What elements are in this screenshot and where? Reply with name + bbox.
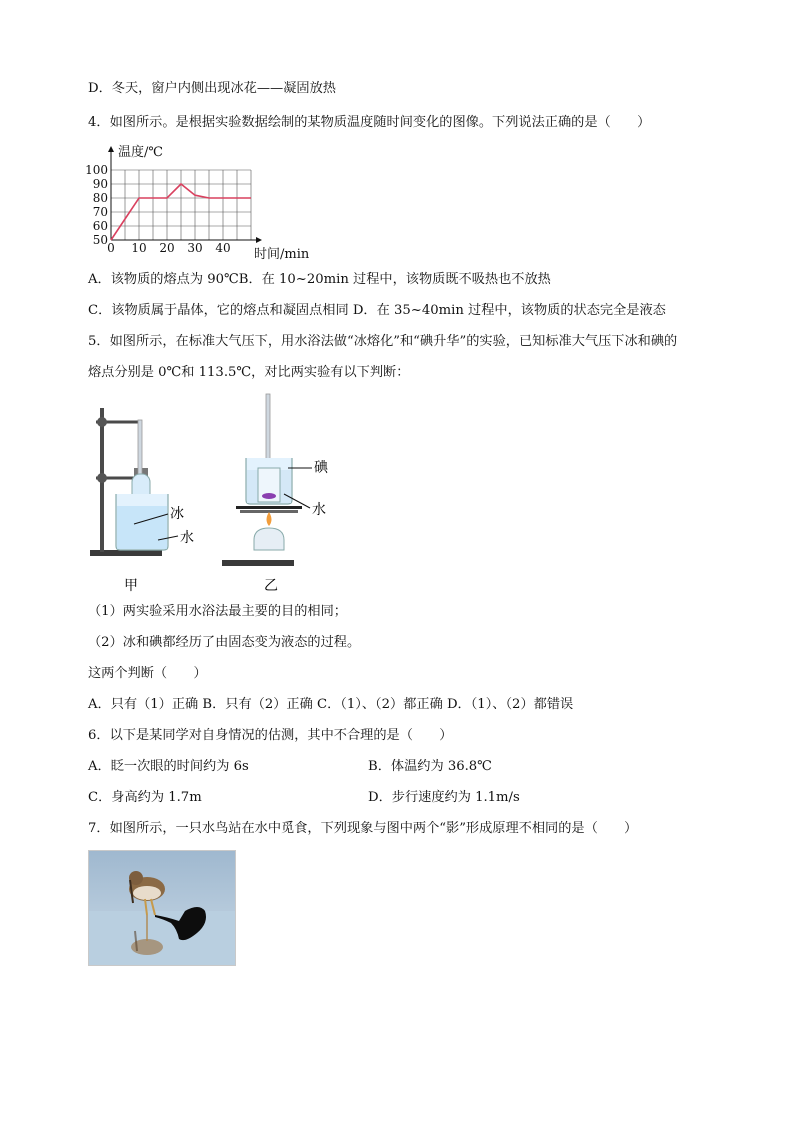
y-tick-label: 60 bbox=[92, 219, 108, 233]
left-water-label: 水 bbox=[180, 530, 194, 546]
temperature-chart bbox=[85, 140, 328, 264]
chart-grid bbox=[108, 146, 262, 243]
x-tick-label: 30 bbox=[187, 241, 203, 255]
x-tick-label: 20 bbox=[159, 241, 175, 255]
question-4: 4．如图所示。是根据实验数据绘制的某物质温度随时间变化的图像。下列说法正确的是（ ） bbox=[88, 115, 651, 130]
question-4-options-ab: A．该物质的熔点为 90℃B．在 10~20min 过程中，该物质既不吸热也不放热 bbox=[88, 272, 551, 287]
ice-melting-apparatus bbox=[90, 408, 194, 594]
x-tick-label: 10 bbox=[131, 241, 147, 255]
water-bath-apparatus-figure bbox=[88, 390, 348, 596]
question-6-option-b: B．体温约为 36.8℃ bbox=[368, 759, 492, 774]
x-tick-label: 0 bbox=[107, 241, 115, 255]
y-axis-label: 温度/℃ bbox=[118, 145, 163, 160]
y-tick-label: 70 bbox=[92, 205, 108, 219]
y-tick-label: 90 bbox=[92, 177, 108, 191]
right-caption: 乙 bbox=[264, 578, 278, 594]
question-6-option-a: A．眨一次眼的时间约为 6s bbox=[88, 759, 249, 774]
question-7: 7．如图所示，一只水鸟站在水中觅食，下列现象与图中两个“影”形成原理不相同的是（ ） bbox=[88, 821, 638, 836]
iodine-sublimation-apparatus bbox=[222, 394, 329, 594]
iodine-label: 碘 bbox=[314, 460, 328, 476]
left-caption: 甲 bbox=[124, 578, 138, 594]
water-bird-photo bbox=[88, 850, 236, 966]
x-axis-arrow bbox=[256, 237, 262, 243]
question-5-line-1: 5．如图所示，在标准大气压下，用水浴法做“冰熔化”和“碘升华”的实验，已知标准大气压下冰和碘的 bbox=[88, 334, 678, 349]
y-tick-label: 80 bbox=[92, 191, 108, 205]
right-water-label: 水 bbox=[312, 502, 326, 518]
x-tick-label: 40 bbox=[215, 241, 231, 255]
question-6-option-c: C．身高约为 1.7m bbox=[88, 790, 202, 805]
question-5-judgment-1: （1）两实验采用水浴法最主要的目的相同； bbox=[88, 604, 347, 619]
question-6-option-d: D．步行速度约为 1.1m/s bbox=[368, 790, 520, 805]
option-d-previous: D．冬天，窗户内侧出现冰花——凝固放热 bbox=[88, 81, 336, 96]
y-tick-label: 50 bbox=[92, 233, 108, 247]
y-tick-label: 100 bbox=[85, 163, 108, 177]
y-axis-arrow bbox=[108, 146, 114, 152]
question-4-options-cd: C．该物质属于晶体，它的熔点和凝固点相同 D．在 35~40min 过程中，该物质的状态完全是液态 bbox=[88, 303, 666, 318]
x-axis-label: 时间/min bbox=[254, 247, 310, 262]
question-5-judgment-2: （2）冰和碘都经历了由固态变为液态的过程。 bbox=[88, 635, 361, 650]
question-5-line-2: 熔点分别是 0℃和 113.5℃，对比两实验有以下判断： bbox=[88, 365, 410, 380]
ice-label: 冰 bbox=[170, 506, 184, 522]
question-5-options: A．只有（1）正确 B．只有（2）正确 C．（1）、（2）都正确 D．（1）、（2）都错误 bbox=[88, 697, 574, 712]
question-5-ask: 这两个判断（ ） bbox=[88, 666, 207, 681]
question-6: 6．以下是某同学对自身情况的估测，其中不合理的是（ ） bbox=[88, 728, 453, 743]
